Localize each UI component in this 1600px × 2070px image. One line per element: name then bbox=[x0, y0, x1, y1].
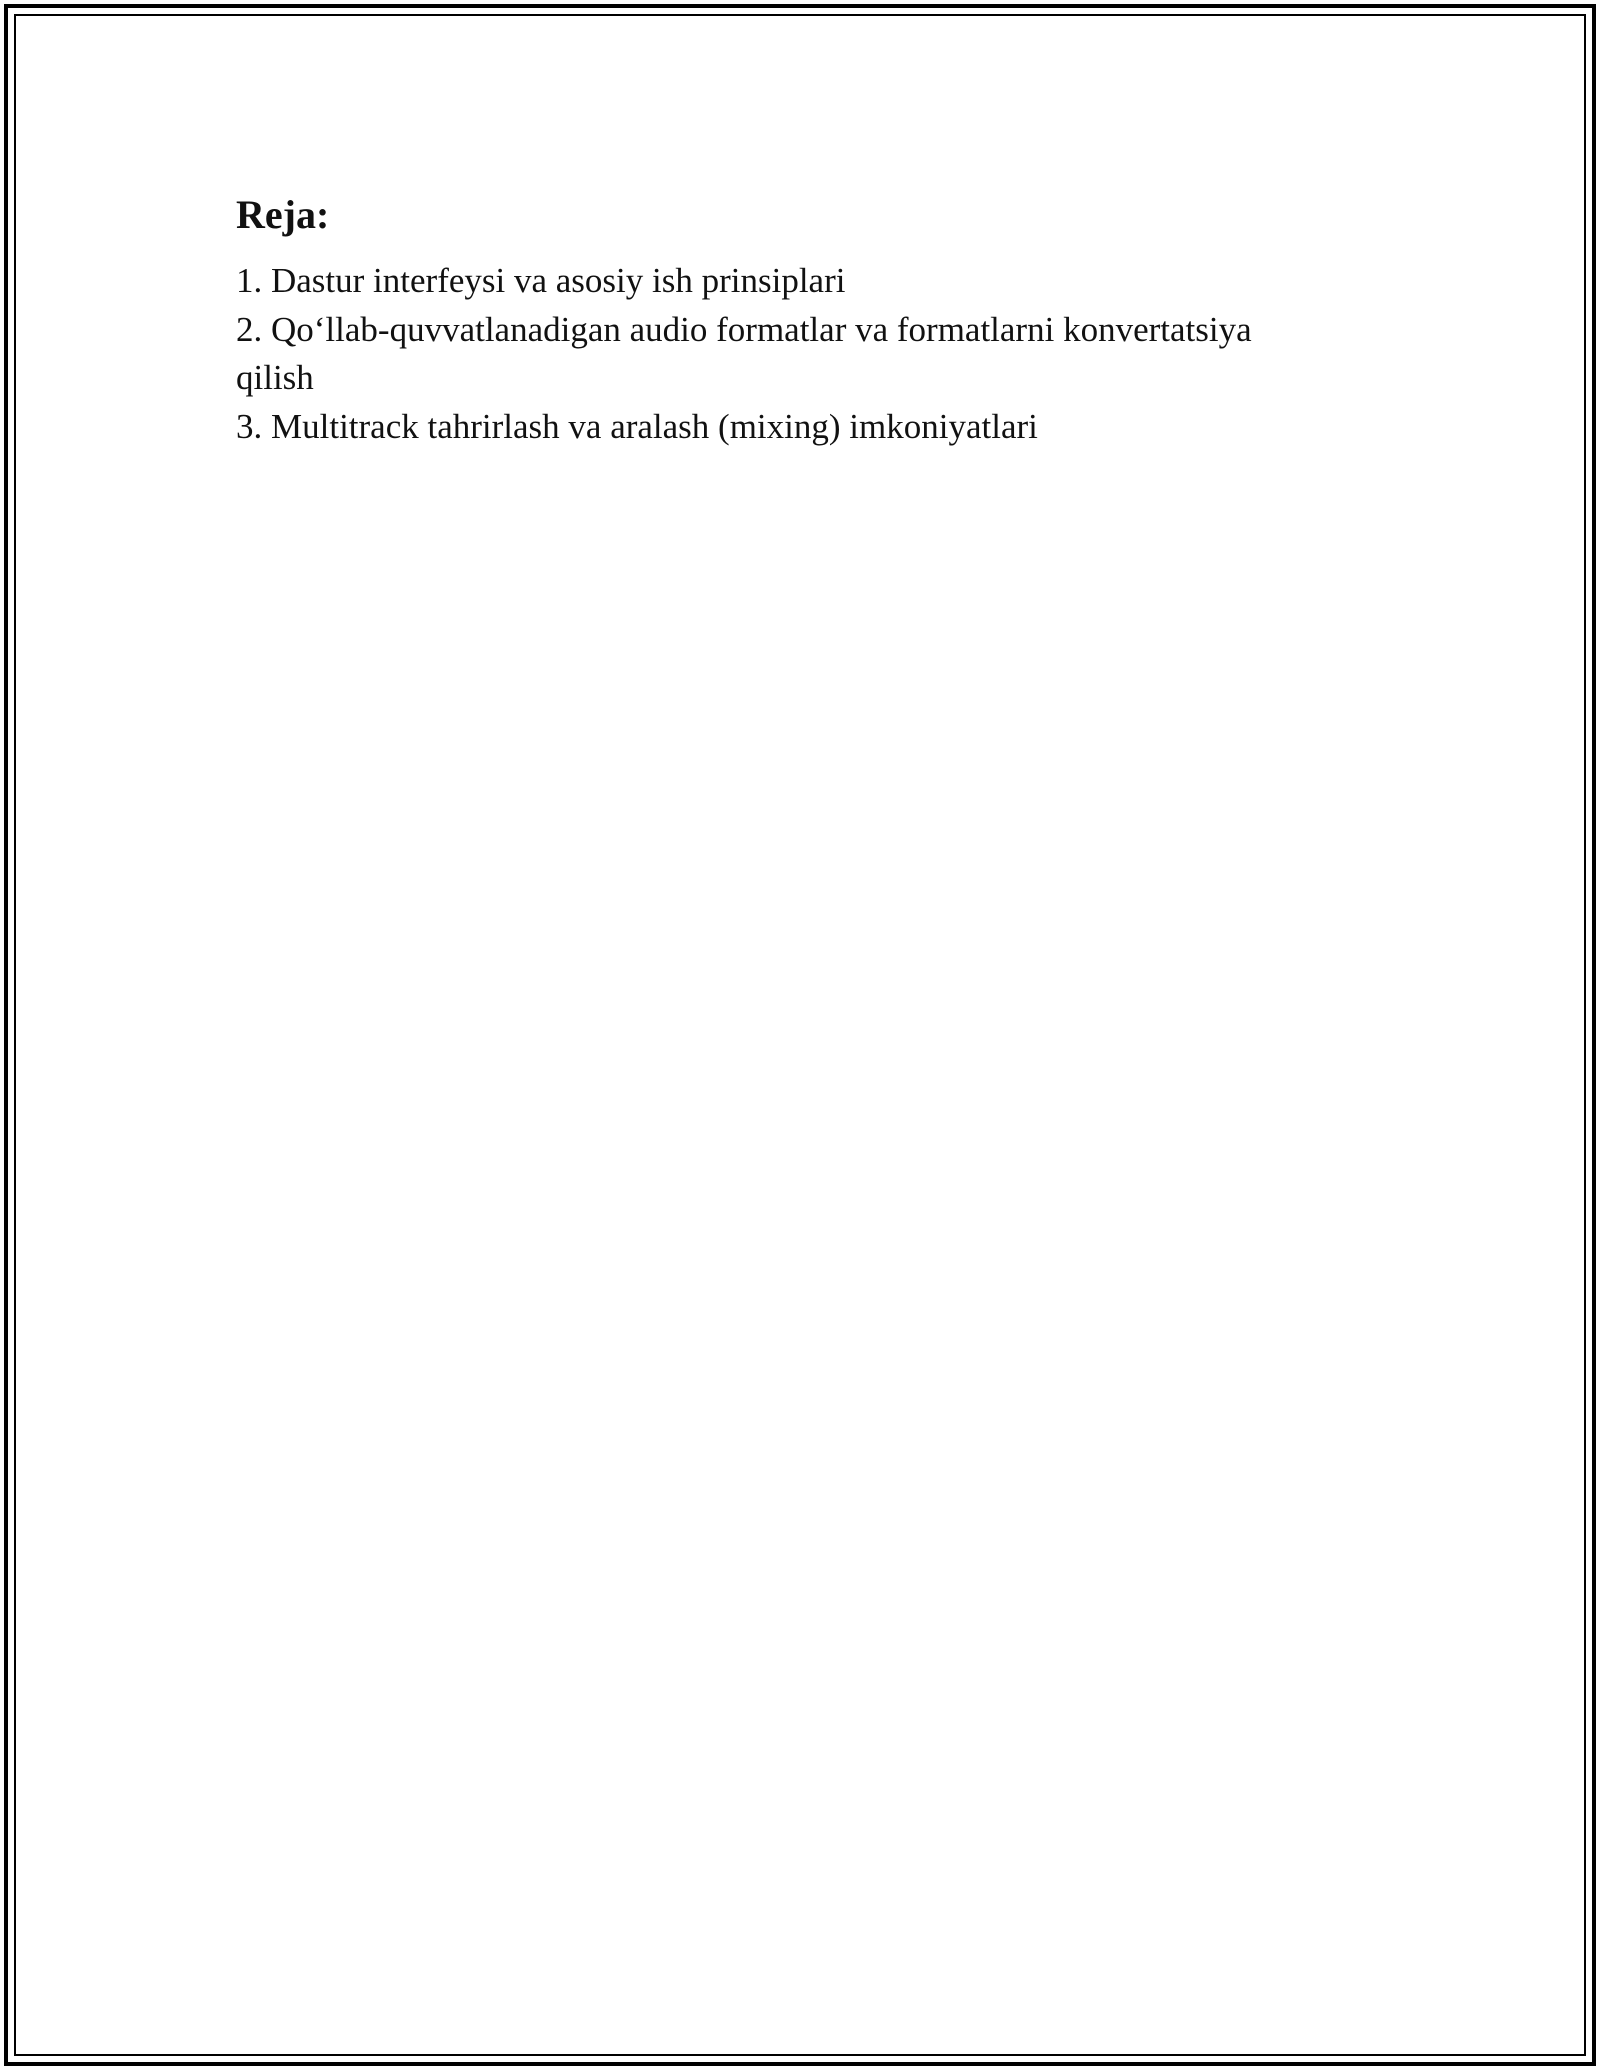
plan-list bbox=[236, 257, 1376, 451]
plan-item-3: 3. Multitrack tahrirlash va aralash (mixing) imkoniyatlari bbox=[236, 406, 1038, 446]
document-body bbox=[236, 189, 1376, 451]
plan-heading: Reja: bbox=[236, 192, 330, 237]
plan-item-2: 2. Qo‘llab-quvvatlanadigan audio formatlar va formatlarni konvertatsiya qilish bbox=[236, 309, 1252, 397]
plan-item-1: 1. Dastur interfeysi va asosiy ish prinsiplari bbox=[236, 261, 846, 300]
